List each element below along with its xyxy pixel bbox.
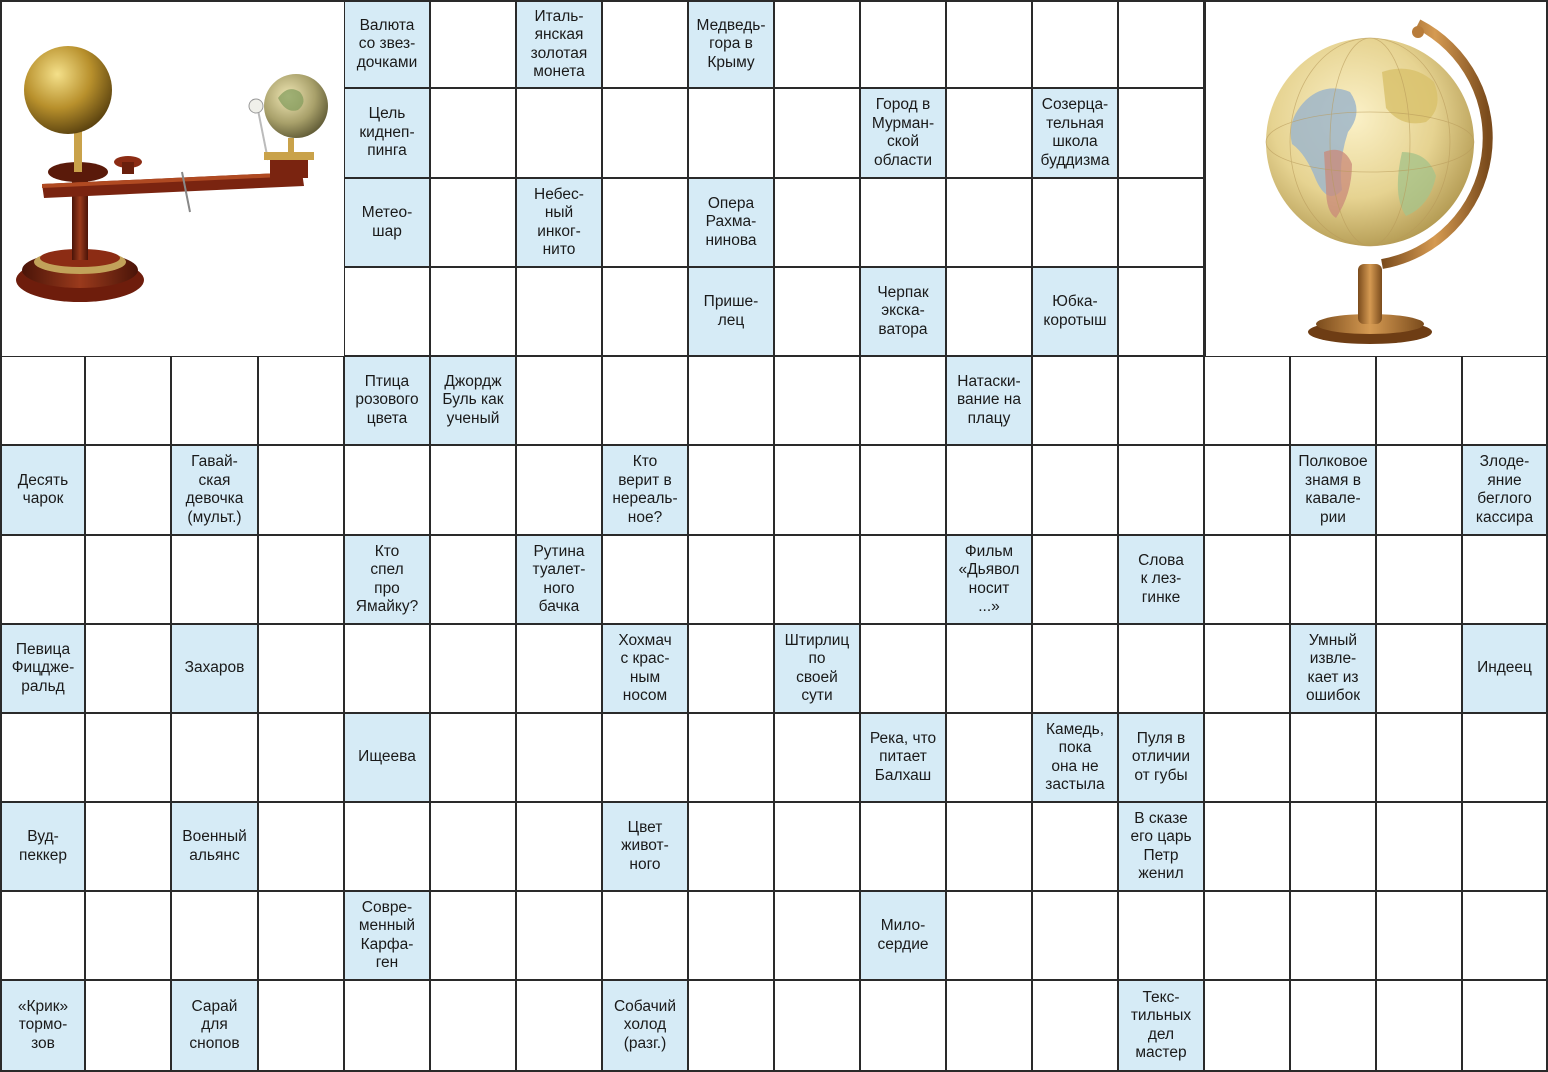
orrery-icon: [2, 2, 344, 356]
answer-cell[interactable]: [517, 981, 603, 1072]
answer-cell[interactable]: [775, 803, 861, 892]
answer-cell[interactable]: [775, 268, 861, 357]
answer-cell[interactable]: [1119, 268, 1205, 357]
answer-cell[interactable]: [1291, 803, 1377, 892]
answer-cell[interactable]: [1033, 892, 1119, 981]
clue-text: Пуля в отличии от губы: [1131, 729, 1191, 784]
answer-cell[interactable]: [517, 803, 603, 892]
answer-cell[interactable]: [603, 268, 689, 357]
clue-cell: [861, 714, 947, 803]
answer-cell[interactable]: [1119, 89, 1205, 179]
answer-cell[interactable]: [259, 981, 345, 1072]
answer-cell[interactable]: [345, 446, 431, 536]
clue-text: Опера Рахма- нинова: [705, 194, 757, 249]
globe-image: [1204, 0, 1548, 358]
answer-cell[interactable]: [0, 536, 86, 625]
clue-cell: [861, 892, 947, 981]
answer-cell[interactable]: [775, 714, 861, 803]
clue-text: Текс- тильных дел мастер: [1130, 988, 1192, 1061]
clue-cell: [1291, 446, 1377, 536]
clue-text: Небес- ный инког- нито: [534, 185, 584, 258]
answer-cell[interactable]: [172, 714, 259, 803]
clue-text: Индеец: [1477, 659, 1532, 677]
answer-cell[interactable]: [1377, 625, 1463, 714]
answer-cell[interactable]: [86, 446, 172, 536]
clue-cell: [172, 981, 259, 1072]
clue-cell: [0, 981, 86, 1072]
clue-cell: [431, 357, 517, 446]
answer-cell[interactable]: [0, 714, 86, 803]
answer-cell[interactable]: [1119, 892, 1205, 981]
clue-cell: [0, 625, 86, 714]
answer-cell[interactable]: [861, 803, 947, 892]
answer-cell[interactable]: [431, 89, 517, 179]
clue-cell: [861, 89, 947, 179]
answer-cell[interactable]: [689, 803, 775, 892]
clue-cell: [1033, 268, 1119, 357]
clue-cell: [1119, 981, 1205, 1072]
clue-cell: [517, 536, 603, 625]
clue-cell: [861, 268, 947, 357]
answer-cell[interactable]: [947, 981, 1033, 1072]
answer-cell[interactable]: [1377, 803, 1463, 892]
answer-cell[interactable]: [1033, 179, 1119, 268]
answer-cell[interactable]: [1291, 357, 1377, 446]
answer-cell[interactable]: [345, 268, 431, 357]
clue-cell: [345, 179, 431, 268]
answer-cell[interactable]: [861, 179, 947, 268]
answer-cell[interactable]: [861, 0, 947, 89]
answer-cell[interactable]: [517, 625, 603, 714]
answer-cell[interactable]: [86, 892, 172, 981]
answer-cell[interactable]: [1033, 0, 1119, 89]
clue-cell: [603, 446, 689, 536]
answer-cell[interactable]: [431, 625, 517, 714]
answer-cell[interactable]: [172, 536, 259, 625]
answer-cell[interactable]: [1119, 357, 1205, 446]
answer-cell[interactable]: [259, 714, 345, 803]
answer-cell[interactable]: [172, 357, 259, 446]
answer-cell[interactable]: [689, 536, 775, 625]
answer-cell[interactable]: [947, 892, 1033, 981]
orrery-image: [0, 0, 346, 358]
clue-cell: [517, 179, 603, 268]
clue-text: Собачий холод (разг.): [613, 997, 676, 1052]
answer-cell[interactable]: [775, 536, 861, 625]
answer-cell[interactable]: [345, 981, 431, 1072]
answer-cell[interactable]: [431, 446, 517, 536]
answer-cell[interactable]: [431, 179, 517, 268]
answer-cell[interactable]: [1119, 625, 1205, 714]
answer-cell[interactable]: [603, 89, 689, 179]
answer-cell[interactable]: [1205, 625, 1291, 714]
answer-cell[interactable]: [517, 268, 603, 357]
clue-cell: [172, 625, 259, 714]
clue-text: Юбка- коротыш: [1043, 293, 1107, 329]
answer-cell[interactable]: [1119, 0, 1205, 89]
answer-cell[interactable]: [1463, 981, 1548, 1072]
clue-text: Город в Мурман- ской области: [871, 96, 935, 169]
clue-cell: [603, 625, 689, 714]
answer-cell[interactable]: [259, 357, 345, 446]
clue-text: Гавай- ская девочка (мульт.): [185, 453, 244, 526]
answer-cell[interactable]: [603, 892, 689, 981]
answer-cell[interactable]: [1205, 357, 1291, 446]
answer-cell[interactable]: [1205, 981, 1291, 1072]
answer-cell[interactable]: [431, 536, 517, 625]
answer-cell[interactable]: [431, 268, 517, 357]
answer-cell[interactable]: [431, 0, 517, 89]
answer-cell[interactable]: [345, 625, 431, 714]
clue-text: Десять чарок: [17, 471, 69, 507]
answer-cell[interactable]: [1033, 981, 1119, 1072]
clue-cell: [1463, 625, 1548, 714]
clue-cell: [1033, 89, 1119, 179]
answer-cell[interactable]: [517, 446, 603, 536]
answer-cell[interactable]: [86, 357, 172, 446]
clue-cell: [603, 981, 689, 1072]
answer-cell[interactable]: [689, 625, 775, 714]
answer-cell[interactable]: [603, 536, 689, 625]
clue-cell: [517, 0, 603, 89]
clue-cell: [689, 268, 775, 357]
clue-cell: [172, 446, 259, 536]
clue-text: Совре- менный Карфа- ген: [358, 898, 416, 971]
answer-cell[interactable]: [431, 892, 517, 981]
answer-cell[interactable]: [1463, 803, 1548, 892]
answer-cell[interactable]: [86, 981, 172, 1072]
answer-cell[interactable]: [431, 714, 517, 803]
clue-text: Вуд- пеккер: [19, 828, 67, 864]
answer-cell[interactable]: [861, 446, 947, 536]
answer-cell[interactable]: [1377, 981, 1463, 1072]
answer-cell[interactable]: [603, 357, 689, 446]
clue-text: Слова к лез- гинке: [1138, 551, 1184, 606]
answer-cell[interactable]: [947, 0, 1033, 89]
answer-cell[interactable]: [1291, 536, 1377, 625]
clue-cell: [345, 536, 431, 625]
clue-cell: [1119, 803, 1205, 892]
clue-cell: [1119, 714, 1205, 803]
clue-text: Хохмач с крас- ным носом: [618, 631, 672, 704]
answer-cell[interactable]: [1377, 714, 1463, 803]
clue-text: Певица Фицдже- ральд: [11, 640, 75, 695]
answer-cell[interactable]: [775, 446, 861, 536]
answer-cell[interactable]: [689, 357, 775, 446]
answer-cell[interactable]: [689, 446, 775, 536]
answer-cell[interactable]: [947, 803, 1033, 892]
answer-cell[interactable]: [947, 179, 1033, 268]
clue-cell: [1033, 714, 1119, 803]
clue-text: Италь- янская золотая монета: [530, 7, 588, 80]
answer-cell[interactable]: [1377, 536, 1463, 625]
answer-cell[interactable]: [603, 714, 689, 803]
clue-text: В сказе его царь Петр женил: [1130, 809, 1192, 882]
clue-text: Фильм «Дьявол носит ...»: [958, 542, 1020, 615]
answer-cell[interactable]: [1119, 179, 1205, 268]
answer-cell[interactable]: [0, 357, 86, 446]
clue-text: Метео- шар: [361, 204, 413, 240]
answer-cell[interactable]: [689, 89, 775, 179]
answer-cell[interactable]: [947, 89, 1033, 179]
answer-cell[interactable]: [517, 89, 603, 179]
clue-cell: [345, 89, 431, 179]
answer-cell[interactable]: [86, 625, 172, 714]
clue-text: Умный извле- кает из ошибок: [1306, 631, 1360, 704]
answer-cell[interactable]: [431, 803, 517, 892]
answer-cell[interactable]: [1463, 892, 1548, 981]
answer-cell[interactable]: [259, 446, 345, 536]
answer-cell[interactable]: [861, 625, 947, 714]
answer-cell[interactable]: [689, 892, 775, 981]
answer-cell[interactable]: [1291, 981, 1377, 1072]
answer-cell[interactable]: [1205, 803, 1291, 892]
clue-text: Кто спел про Ямайку?: [355, 542, 419, 615]
clue-text: Медведь- гора в Крыму: [696, 16, 766, 71]
answer-cell[interactable]: [775, 892, 861, 981]
answer-cell[interactable]: [259, 536, 345, 625]
clue-cell: [345, 0, 431, 89]
clue-cell: [1119, 536, 1205, 625]
clue-text: Злоде- яние беглого кассира: [1475, 453, 1534, 526]
answer-cell[interactable]: [172, 892, 259, 981]
clue-text: Полковое знамя в кавале- рии: [1298, 453, 1368, 526]
answer-cell[interactable]: [1033, 536, 1119, 625]
clue-text: Захаров: [184, 659, 245, 677]
clue-cell: [0, 446, 86, 536]
answer-cell[interactable]: [775, 179, 861, 268]
answer-cell[interactable]: [1119, 446, 1205, 536]
clue-cell: [345, 714, 431, 803]
answer-cell[interactable]: [689, 981, 775, 1072]
clue-text: Натаски- вание на плацу: [956, 372, 1021, 427]
clue-text: Джордж Буль как ученый: [442, 372, 504, 427]
answer-cell[interactable]: [1205, 892, 1291, 981]
answer-cell[interactable]: [1291, 714, 1377, 803]
clue-cell: [775, 625, 861, 714]
answer-cell[interactable]: [1033, 446, 1119, 536]
clue-text: Цвет живот- ного: [621, 818, 669, 873]
answer-cell[interactable]: [517, 357, 603, 446]
answer-cell[interactable]: [947, 268, 1033, 357]
clue-cell: [345, 357, 431, 446]
clue-cell: [1463, 446, 1548, 536]
clue-text: Птица розового цвета: [355, 372, 419, 427]
answer-cell[interactable]: [517, 714, 603, 803]
clue-cell: [689, 179, 775, 268]
answer-cell[interactable]: [1205, 714, 1291, 803]
clue-text: Сарай для снопов: [189, 997, 240, 1052]
answer-cell[interactable]: [259, 625, 345, 714]
answer-cell[interactable]: [1291, 892, 1377, 981]
clue-text: Черпак экска- ватора: [877, 283, 929, 338]
answer-cell[interactable]: [259, 892, 345, 981]
answer-cell[interactable]: [1377, 446, 1463, 536]
answer-cell[interactable]: [1377, 357, 1463, 446]
clue-cell: [603, 803, 689, 892]
answer-cell[interactable]: [345, 803, 431, 892]
clue-cell: [172, 803, 259, 892]
clue-text: Река, что питает Балхаш: [869, 729, 937, 784]
answer-cell[interactable]: [775, 357, 861, 446]
clue-cell: [947, 536, 1033, 625]
clue-text: Прише- лец: [703, 293, 759, 329]
answer-cell[interactable]: [775, 89, 861, 179]
answer-cell[interactable]: [259, 803, 345, 892]
answer-cell[interactable]: [1463, 536, 1548, 625]
answer-cell[interactable]: [1205, 446, 1291, 536]
clue-text: Рутина туалет- ного бачка: [532, 542, 586, 615]
answer-cell[interactable]: [603, 179, 689, 268]
answer-cell[interactable]: [1463, 357, 1548, 446]
clue-cell: [1291, 625, 1377, 714]
clue-text: Камедь, пока она не застыла: [1045, 720, 1105, 793]
answer-cell[interactable]: [86, 536, 172, 625]
answer-cell[interactable]: [1463, 714, 1548, 803]
answer-cell[interactable]: [1033, 625, 1119, 714]
answer-cell[interactable]: [861, 357, 947, 446]
answer-cell[interactable]: [431, 981, 517, 1072]
answer-cell[interactable]: [86, 803, 172, 892]
answer-cell[interactable]: [517, 892, 603, 981]
answer-cell[interactable]: [947, 714, 1033, 803]
clue-cell: [689, 0, 775, 89]
answer-cell[interactable]: [1377, 892, 1463, 981]
clue-cell: [947, 357, 1033, 446]
answer-cell[interactable]: [947, 625, 1033, 714]
clue-cell: [0, 803, 86, 892]
clue-text: Кто верит в нереаль- ное?: [612, 453, 678, 526]
answer-cell[interactable]: [86, 714, 172, 803]
clue-text: Ищеева: [358, 748, 416, 766]
answer-cell[interactable]: [947, 446, 1033, 536]
answer-cell[interactable]: [775, 0, 861, 89]
clue-text: Военный альянс: [182, 828, 247, 864]
answer-cell[interactable]: [1033, 357, 1119, 446]
answer-cell[interactable]: [0, 892, 86, 981]
answer-cell[interactable]: [1033, 803, 1119, 892]
clue-text: Валюта со звез- дочками: [356, 16, 418, 71]
answer-cell[interactable]: [603, 0, 689, 89]
clue-text: «Крик» тормо- зов: [17, 997, 69, 1052]
answer-cell[interactable]: [861, 536, 947, 625]
answer-cell[interactable]: [1205, 536, 1291, 625]
clue-text: Созерца- тельная школа буддизма: [1040, 96, 1110, 169]
answer-cell[interactable]: [775, 981, 861, 1072]
answer-cell[interactable]: [689, 714, 775, 803]
clue-text: Мило- сердие: [877, 917, 929, 953]
clue-cell: [345, 892, 431, 981]
globe-icon: [1206, 2, 1546, 356]
clue-text: Цель киднеп- пинга: [359, 105, 415, 160]
clue-text: Штирлиц по своей сути: [784, 631, 850, 704]
answer-cell[interactable]: [861, 981, 947, 1072]
